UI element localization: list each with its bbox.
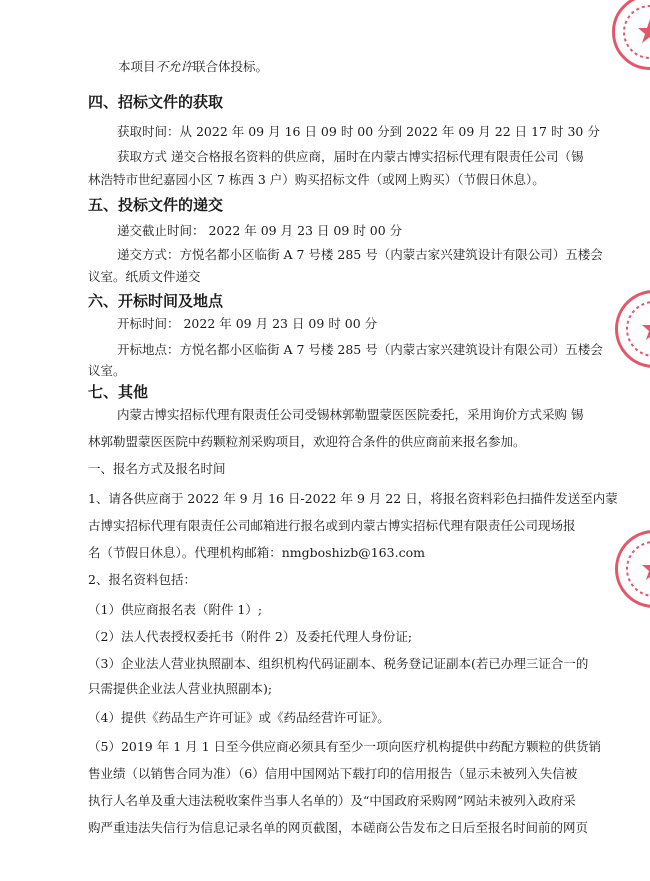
s6-place-line1: 开标地点：方悦名都小区临街 A 7 号楼 285 号（内蒙古家兴建筑设计有限公司）五楼会: [117, 342, 603, 357]
req-3-line2: 只需提供企业法人营业执照副本);: [88, 681, 273, 696]
section-4-title: 四、招标文件的获取: [88, 93, 224, 111]
s7-intro-line1: 内蒙古博实招标代理有限责任公司受锡林郭勒盟蒙医医院委托，采用询价方式采购 锡: [117, 407, 584, 422]
red-seal-bottom: [615, 530, 650, 608]
req-5-line1: （5）2019 年 1 月 1 日至今供应商必须具有至少一项向医疗机构提供中药配方颗粒的供货销: [88, 739, 602, 754]
req-2: （2）法人代表授权委托书（附件 2）及委托代理人身份证;: [88, 629, 413, 644]
req-5-line4: 购严重违法失信行为信息记录名单的网页截图，本磋商公告发布之日后至报名时间前的网页: [88, 820, 589, 835]
s7-sub1-heading: 一、报名方式及报名时间: [88, 461, 226, 476]
s4-time: 获取时间：从 2022 年 09 月 16 日 09 时 00 分到 2022 年 09 月 22 日 17 时 30 分: [117, 124, 600, 139]
section-5-title: 五、投标文件的递交: [88, 196, 224, 214]
no-consortium-line: 本项目不允许联合体投标。: [118, 59, 269, 74]
s7-item1-line2: 古博实招标代理有限责任公司邮箱进行报名或到内蒙古博实招标代理有限责任公司现场报: [88, 518, 576, 533]
red-seal-top: [612, 0, 650, 70]
req-3-line1: （3）企业法人营业执照副本、组织机构代码证副本、税务登记证副本(若已办理三证合一的: [88, 656, 589, 671]
s5-method-line1: 递交方式：方悦名都小区临街 A 7 号楼 285 号（内蒙古家兴建筑设计有限公司）五楼会: [117, 247, 603, 262]
s7-item2: 2、报名资料包括：: [88, 572, 196, 587]
s7-item1-line3: 名（节假日休息）。代理机构邮箱：nmgboshizb@163.com: [88, 545, 425, 560]
req-4: （4）提供《药品生产许可证》或《药品经营许可证》。: [88, 710, 390, 725]
req-1: （1）供应商报名表（附件 1）;: [88, 602, 263, 617]
s6-time: 开标时间： 2022 年 09 月 23 日 09 时 00 分: [117, 316, 378, 331]
s5-method-line2: 议室。纸质文件递交: [88, 269, 201, 284]
req-5-line3: 执行人名单及重大违法税收案件当事人名单的）及“中国政府采购网”网站未被列入政府采: [88, 793, 576, 808]
red-seal-middle: [615, 290, 650, 368]
s4-method-line2: 林浩特市世纪嘉园小区 7 栋西 3 户）购买招标文件（或网上购买）（节假日休息）。: [88, 172, 545, 187]
s7-item1-line1: 1、请各供应商于 2022 年 9 月 16 日-2022 年 9 月 22 日，将报名资料彩色扫描件发送至内蒙: [88, 491, 618, 506]
req-5-line2: 售业绩（以销售合同为准）（6）信用中国网站下载打印的信用报告（显示未被列入失信被: [88, 766, 578, 781]
s6-place-line2: 议室。: [88, 363, 126, 378]
s5-deadline: 递交截止时间： 2022 年 09 月 23 日 09 时 00 分: [117, 223, 403, 238]
s4-method-line1: 获取方式 递交合格报名资料的供应商，届时在内蒙古博实招标代理有限责任公司（锡: [117, 149, 584, 164]
section-6-title: 六、开标时间及地点: [88, 292, 224, 310]
s7-intro-line2: 林郭勒盟蒙医医院中药颗粒剂采购项目，欢迎符合条件的供应商前来报名参加。: [88, 434, 526, 449]
section-7-title: 七、其他: [88, 383, 149, 401]
